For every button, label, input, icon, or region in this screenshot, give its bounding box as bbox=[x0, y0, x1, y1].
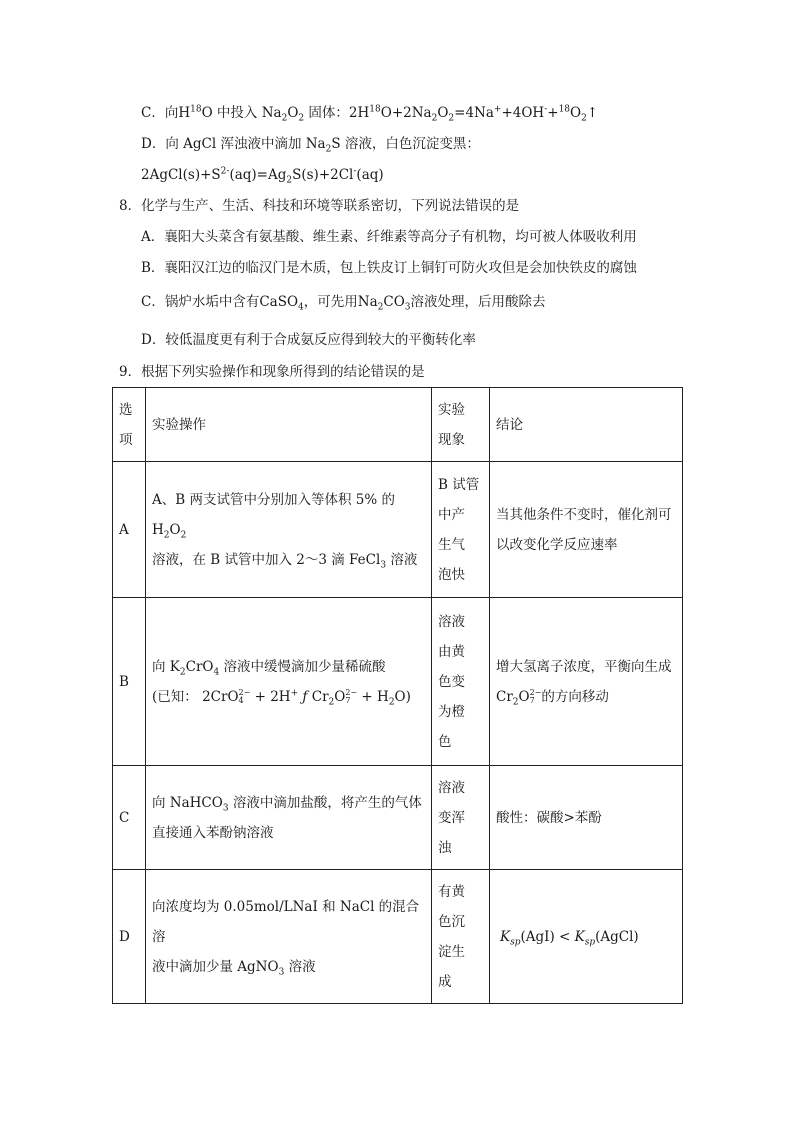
row-phenomenon: 溶液 由黄 色变 为橙 色 bbox=[432, 598, 490, 766]
q8-option-c: C．锅炉水垢中含有CaSO$_4$，可先用$Na_2CO_3$溶液处理，后用酸除去 bbox=[141, 294, 546, 313]
table-row bbox=[113, 462, 683, 598]
table-row bbox=[113, 870, 683, 1004]
row-operation: A、B 两支试管中分别加入等体积 5% 的 $H_2O_2$ 溶液，在 B 试管中加入 2～3 滴 FeCl$_3$ 溶液 bbox=[146, 462, 432, 598]
q8-stem: 8．化学与生产、生活、科技和环境等联系密切，下列说法错误的是 bbox=[119, 198, 520, 214]
row-phenomenon: B 试管 中产 生气 泡快 bbox=[432, 462, 490, 598]
row-option: B bbox=[113, 598, 146, 766]
row-operation: 向 $K_2CrO_4$ 溶液中缓慢滴加少量稀硫酸 (已知： 2CrO2− 4 + 2H+ ƒ $Cr_2O2-$ $7 + H_2O$) bbox=[146, 598, 432, 766]
table-header-row bbox=[113, 388, 683, 462]
row-phenomenon: 有黄 色沉 淀生 成 bbox=[432, 870, 490, 1004]
q9-table bbox=[112, 387, 683, 1004]
row-operation: 向 NaHCO$_3$ 溶液中滴加盐酸，将产生的气体 直接通入苯酚钠溶液 bbox=[146, 766, 432, 870]
header-option: 选项 bbox=[113, 388, 146, 462]
row-phenomenon: 溶液 变浑 浊 bbox=[432, 766, 490, 870]
row-option: D bbox=[113, 870, 146, 1004]
row-conclusion: 当其他条件不变时，催化剂可以改变化学反应速率 bbox=[490, 462, 683, 598]
q7-option-d: D．向 AgCl 浑浊液中滴加 $Na_2S$ 溶液，白色沉淀变黑： bbox=[141, 136, 480, 155]
row-operation: 向浓度均为 0.05mol/LNaI 和 NaCl 的混合溶 液中滴加少量 AgNO$_3$ 溶液 bbox=[146, 870, 432, 1004]
header-conclusion: 结论 bbox=[490, 388, 683, 462]
q9-stem: 9．根据下列实验操作和现象所得到的结论错误的是 bbox=[119, 364, 425, 380]
row-option: A bbox=[113, 462, 146, 598]
row-conclusion: 酸性：碳酸>苯酚 bbox=[490, 766, 683, 870]
q8-option-d: D．较低温度更有利于合成氨反应得到较大的平衡转化率 bbox=[141, 332, 476, 348]
q7-option-d-equation: $2AgCl(s)+S^{2-}(aq)=Ag_2S(s)+2Cl^-(aq)$ bbox=[141, 166, 384, 186]
row-conclusion: 增大氢离子浓度，平衡向生成 $Cr_2O2-$ 7 的方向移动 bbox=[490, 598, 683, 766]
q8-option-a: A．襄阳大头菜含有氨基酸、维生素、纤维素等高分子有机物，均可被人体吸收利用 bbox=[141, 229, 637, 245]
header-operation: 实验操作 bbox=[146, 388, 432, 462]
table-row bbox=[113, 598, 683, 766]
q8-option-b: B．襄阳汉江边的临汉门是木质，包上铁皮订上铜钉可防火攻但是会加快铁皮的腐蚀 bbox=[141, 260, 637, 276]
header-phenomenon: 实验现象 bbox=[432, 388, 490, 462]
table-row bbox=[113, 766, 683, 870]
row-option: C bbox=[113, 766, 146, 870]
row-conclusion: $K_{sp}(AgI)$ < $K_{sp}(AgCl)$ bbox=[490, 870, 683, 1004]
q7-option-c: C．向$H^{18}O$ 中投入 $Na_2O_2$ 固体：$2H^{18}O+2Na_2O_2=4Na^++4OH^-+^{18}O_2↑$ bbox=[141, 104, 599, 124]
